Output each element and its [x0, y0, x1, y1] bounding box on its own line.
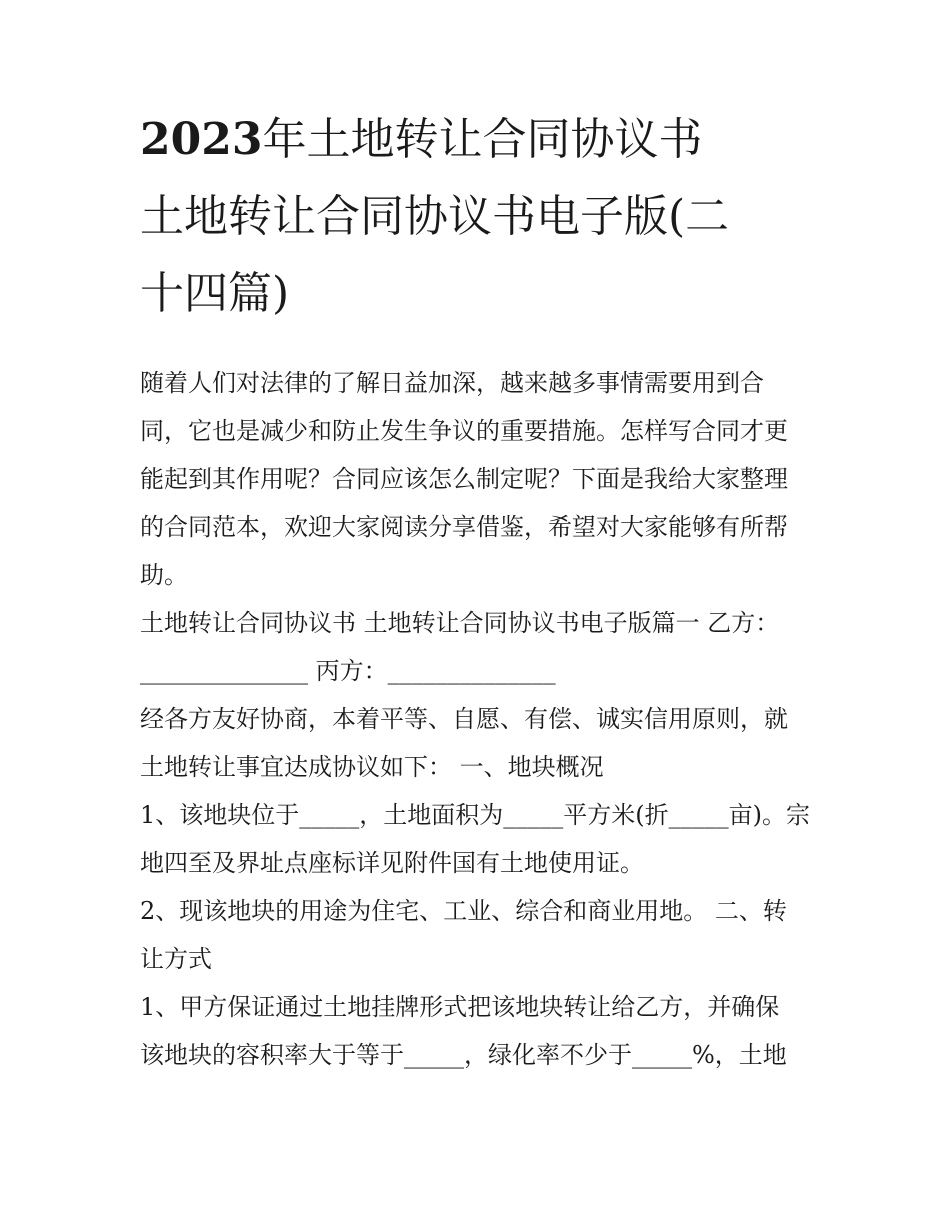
clause-line: 1、该地块位于_____，土地面积为_____平方米(折_____亩)。宗	[140, 801, 810, 829]
intro-line: 随着人们对法律的了解日益加深，越来越多事情需要用到合	[140, 369, 764, 397]
intro-line: 的合同范本，欢迎大家阅读分享借鉴，希望对大家能够有所帮	[140, 513, 788, 541]
intro-line: 助。	[140, 561, 188, 589]
clause-line: 让方式	[140, 945, 212, 973]
title-line-1-text: 年土地转让合同协议书	[262, 114, 703, 165]
clause-1-1	[140, 791, 820, 887]
section-heading	[140, 599, 820, 695]
title-line-3: 十四篇)	[140, 268, 290, 319]
title-line-1	[140, 114, 820, 195]
clause-line: 2、现该地块的用途为住宅、工业、综合和商业用地。 二、转	[140, 897, 787, 925]
title-year: 2023	[140, 114, 263, 165]
clause-2-1	[140, 983, 820, 1079]
intro-line: 能起到其作用呢？合同应该怎么制定呢？下面是我给大家整理	[140, 465, 788, 493]
section-heading-line: 土地转让合同协议书 土地转让合同协议书电子版篇一 乙方：	[140, 609, 780, 637]
intro-paragraph	[140, 359, 820, 599]
clause-line: 该地块的容积率大于等于_____，绿化率不少于_____%，土地	[140, 1041, 787, 1069]
clause-intro-line: 经各方友好协商，本着平等、自愿、有偿、诚实信用原则，就	[140, 705, 788, 733]
party-blanks-line: ______________ 丙方：______________	[140, 657, 556, 685]
document-title	[140, 114, 820, 349]
clause-intro-line: 土地转让事宜达成协议如下： 一、地块概况	[140, 753, 604, 781]
clause-line: 1、甲方保证通过土地挂牌形式把该地块转让给乙方，并确保	[140, 993, 780, 1021]
clause-1-2	[140, 887, 820, 983]
clause-line: 地四至及界址点座标详见附件国有土地使用证。	[140, 849, 644, 877]
intro-line: 同，它也是减少和防止发生争议的重要措施。怎样写合同才更	[140, 417, 788, 445]
clause-intro	[140, 695, 820, 791]
document-page	[140, 114, 820, 1079]
title-line-2: 土地转让合同协议书电子版(二	[140, 191, 730, 242]
